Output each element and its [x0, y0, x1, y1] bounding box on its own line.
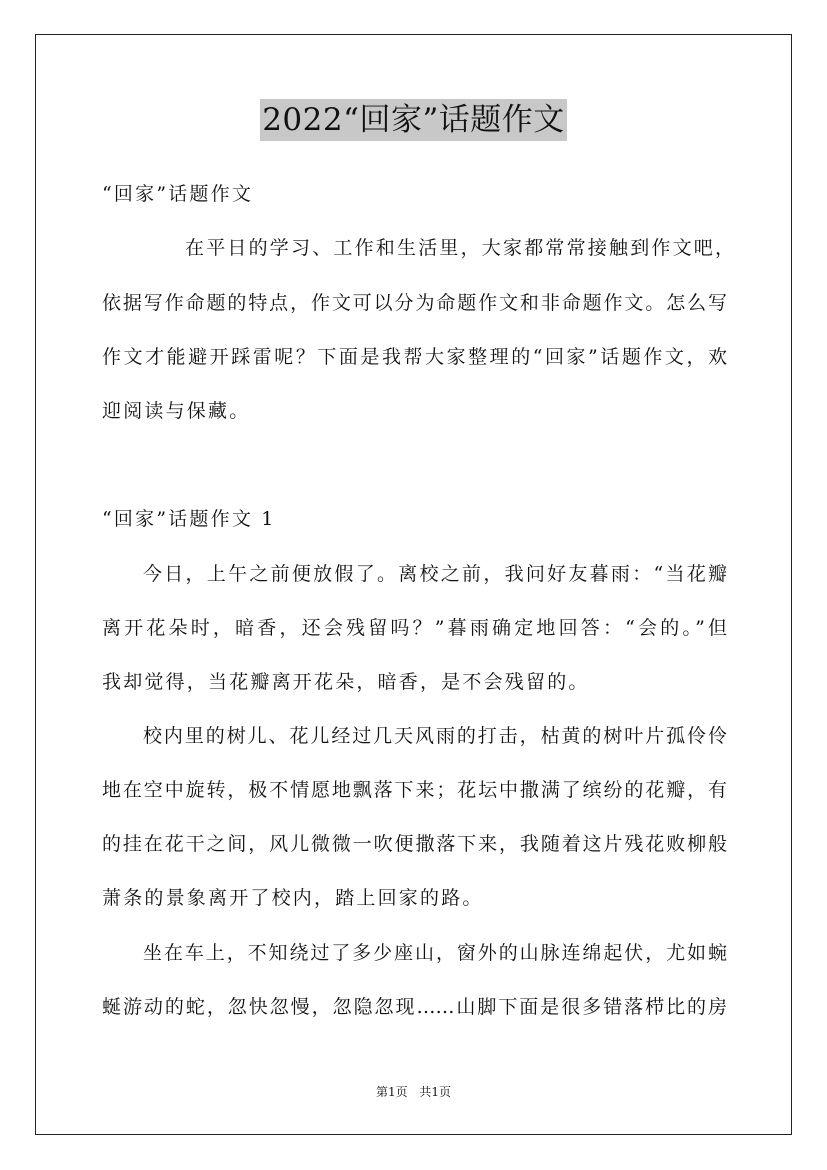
document-title: 2022“回家”话题作文 [260, 99, 567, 141]
body-line: 我却觉得，当花瓣离开花朵，暗香，是不会残留的。 [102, 671, 590, 693]
page-total: 共1页 [419, 1085, 452, 1099]
body-line: 坐在车上，不知绕过了多少座山，窗外的山脉连绵起伏，尤如蜿 [143, 942, 727, 964]
page-number: 第1页 [375, 1085, 408, 1099]
intro-line: 依据写作命题的特点，作文可以分为命题作文和非命题作文。怎么写 [102, 292, 727, 314]
intro-line: 在平日的学习、工作和生活里，大家都常常接触到作文吧， [185, 237, 737, 259]
intro-line: 作文才能避开踩雷呢？下面是我帮大家整理的“回家”话题作文，欢 [102, 346, 727, 368]
body-line: 离开花朵时，暗香，还会残留吗？”暮雨确定地回答：“会的。”但 [102, 617, 727, 639]
body-line: 萧条的景象离开了校内，踏上回家的路。 [102, 887, 484, 909]
body-line: 蜒游动的蛇，忽快忽慢，忽隐忽现……山脚下面是很多错落栉比的房 [102, 996, 727, 1018]
body-line: 地在空中旋转，极不情愿地飘落下来；花坛中撒满了缤纷的花瓣，有 [102, 779, 727, 801]
body-line: 校内里的树儿、花儿经过几天风雨的打击，枯黄的树叶片孤伶伶 [143, 725, 727, 747]
page-footer [0, 1084, 827, 1100]
body-line: 今日，上午之前便放假了。离校之前，我问好友暮雨：“当花瓣 [143, 563, 727, 585]
body-line: 的挂在花干之间，风儿微微一吹便撒落下来，我随着这片残花败柳般 [102, 833, 727, 855]
section-heading: “回家”话题作文 1 [102, 508, 276, 530]
intro-line: 迎阅读与保藏。 [102, 400, 251, 422]
subtitle: “回家”话题作文 [102, 183, 254, 205]
title-container [0, 99, 827, 141]
